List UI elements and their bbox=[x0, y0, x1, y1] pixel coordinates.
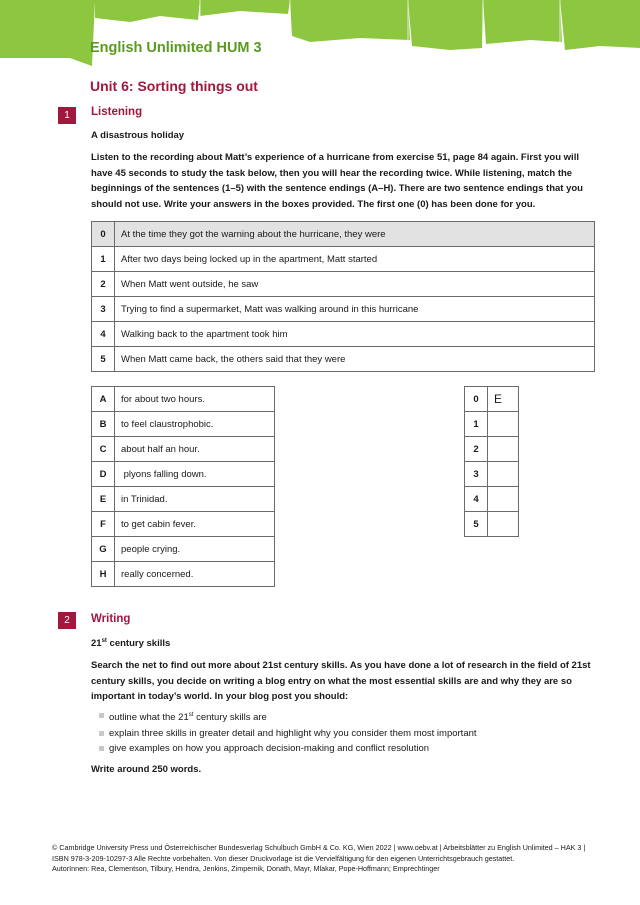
table-row bbox=[465, 412, 519, 437]
ending-text: to get cabin fever. bbox=[115, 512, 275, 537]
answer-box[interactable] bbox=[488, 462, 519, 487]
ending-letter: F bbox=[92, 512, 115, 537]
bullet-square-icon bbox=[99, 713, 104, 718]
list-item: outline what the 21st century skills are bbox=[91, 708, 477, 726]
section-2-number: 2 bbox=[58, 612, 76, 629]
section-2-title: Writing bbox=[91, 613, 131, 625]
bullet-square-icon bbox=[99, 731, 104, 736]
sentence-text: After two days being locked up in the apartment, Matt started bbox=[115, 247, 595, 272]
answer-number: 1 bbox=[465, 412, 488, 437]
sentence-number: 1 bbox=[92, 247, 115, 272]
footer bbox=[52, 843, 592, 875]
header-banner bbox=[0, 0, 640, 66]
section-1-title: Listening bbox=[91, 106, 143, 118]
table-row bbox=[92, 272, 595, 297]
ending-letter: B bbox=[92, 412, 115, 437]
answer-box[interactable]: E bbox=[488, 387, 519, 412]
unit-title: Unit 6: Sorting things out bbox=[90, 78, 258, 94]
ending-text: in Trinidad. bbox=[115, 487, 275, 512]
writing-task-list bbox=[91, 708, 477, 757]
answer-box[interactable] bbox=[488, 512, 519, 537]
ending-text: really concerned. bbox=[115, 562, 275, 587]
table-row bbox=[92, 437, 275, 462]
table-row bbox=[92, 487, 275, 512]
answer-box[interactable] bbox=[488, 487, 519, 512]
table-row bbox=[465, 437, 519, 462]
sentence-text: Trying to find a supermarket, Matt was walking around in this hurricane bbox=[115, 297, 595, 322]
table-row bbox=[465, 387, 519, 412]
section-1-subheading: A disastrous holiday bbox=[91, 130, 185, 141]
bullet-square-icon bbox=[99, 746, 104, 751]
sentence-number: 5 bbox=[92, 347, 115, 372]
table-row bbox=[92, 562, 275, 587]
ending-letter: D bbox=[92, 462, 115, 487]
footer-authors: AutorInnen: Rea, Clementson, Tilbury, Hendra, Jenkins, Zimpernik, Donath, Mayr, Mlakar, Pope-Hoffmann; Emprechtinger bbox=[52, 864, 440, 873]
ending-letter: A bbox=[92, 387, 115, 412]
table-row bbox=[92, 512, 275, 537]
table-row bbox=[92, 412, 275, 437]
table-row bbox=[92, 222, 595, 247]
table-row bbox=[92, 297, 595, 322]
list-item: explain three skills in greater detail and highlight why you consider them most important bbox=[91, 726, 477, 742]
section-2-subheading bbox=[91, 638, 170, 649]
footer-copyright: © Cambridge University Press und Österreichischer Bundesverlag Schulbuch GmbH & Co. KG, Wien 2022 | www.oebv.at | Arbeitsblätter zu English Unlimited – HAK 3 | ISBN 978-3-209-10297-3 Alle Rechte vorbehalten. Von dieser Druckvorlage ist die Vervielfältigung für den eigenen Unterrichtsgebrauch gestattet. bbox=[52, 843, 586, 863]
ending-letter: G bbox=[92, 537, 115, 562]
table-row bbox=[92, 247, 595, 272]
answer-box[interactable] bbox=[488, 412, 519, 437]
sentence-text: At the time they got the warning about the hurricane, they were bbox=[115, 222, 595, 247]
sentence-number: 0 bbox=[92, 222, 115, 247]
answer-box[interactable] bbox=[488, 437, 519, 462]
table-row bbox=[92, 462, 275, 487]
ending-text: to feel claustrophobic. bbox=[115, 412, 275, 437]
word-count-instruction: Write around 250 words. bbox=[91, 764, 202, 775]
sentence-text: When Matt went outside, he saw bbox=[115, 272, 595, 297]
ending-letter: E bbox=[92, 487, 115, 512]
answer-number: 4 bbox=[465, 487, 488, 512]
sentence-number: 2 bbox=[92, 272, 115, 297]
section-1-number: 1 bbox=[58, 107, 76, 124]
table-row bbox=[92, 387, 275, 412]
sentence-text: Walking back to the apartment took him bbox=[115, 322, 595, 347]
answer-number: 0 bbox=[465, 387, 488, 412]
sentence-number: 4 bbox=[92, 322, 115, 347]
subheading-ordinal: st bbox=[101, 638, 107, 644]
list-item: give examples on how you approach decision-making and conflict resolution bbox=[91, 741, 477, 757]
subheading-number: 21 bbox=[91, 638, 102, 650]
book-title: English Unlimited HUM 3 bbox=[90, 40, 262, 56]
answer-number: 3 bbox=[465, 462, 488, 487]
answer-number: 2 bbox=[465, 437, 488, 462]
ending-text: about half an hour. bbox=[115, 437, 275, 462]
table-row bbox=[465, 462, 519, 487]
section-1-instructions: Listen to the recording about Matt’s experience of a hurricane from exercise 51, page 84 again. First you will have 45 seconds to study the task below, then you will hear the recording twice. While listening, match the beginnings of the sentences (1–5) with the sentence endings (A–H). There are two sentence endings that you should not use. Write your answers in the boxes provided. The first one (0) has been done for you. bbox=[91, 152, 583, 210]
table-row bbox=[465, 512, 519, 537]
subheading-rest: century skills bbox=[106, 638, 171, 650]
sentence-number: 3 bbox=[92, 297, 115, 322]
ending-letter: C bbox=[92, 437, 115, 462]
ending-letter: H bbox=[92, 562, 115, 587]
table-row bbox=[92, 537, 275, 562]
ending-text: people crying. bbox=[115, 537, 275, 562]
section-2-instructions: Search the net to find out more about 21st century skills. As you have done a lot of research in the field of 21st century skills, you decide on writing a blog entry on what the most essential skills are and why they are so important in today’s world. In your blog post you should: bbox=[91, 660, 591, 702]
table-row bbox=[465, 487, 519, 512]
sentence-text: When Matt came back, the others said that they were bbox=[115, 347, 595, 372]
sentence-beginnings-table bbox=[91, 221, 595, 372]
answer-boxes-table bbox=[464, 386, 519, 537]
answer-number: 5 bbox=[465, 512, 488, 537]
ending-text: plyons falling down. bbox=[115, 462, 275, 487]
table-row bbox=[92, 322, 595, 347]
sentence-endings-table bbox=[91, 386, 275, 587]
table-row bbox=[92, 347, 595, 372]
ending-text: for about two hours. bbox=[115, 387, 275, 412]
